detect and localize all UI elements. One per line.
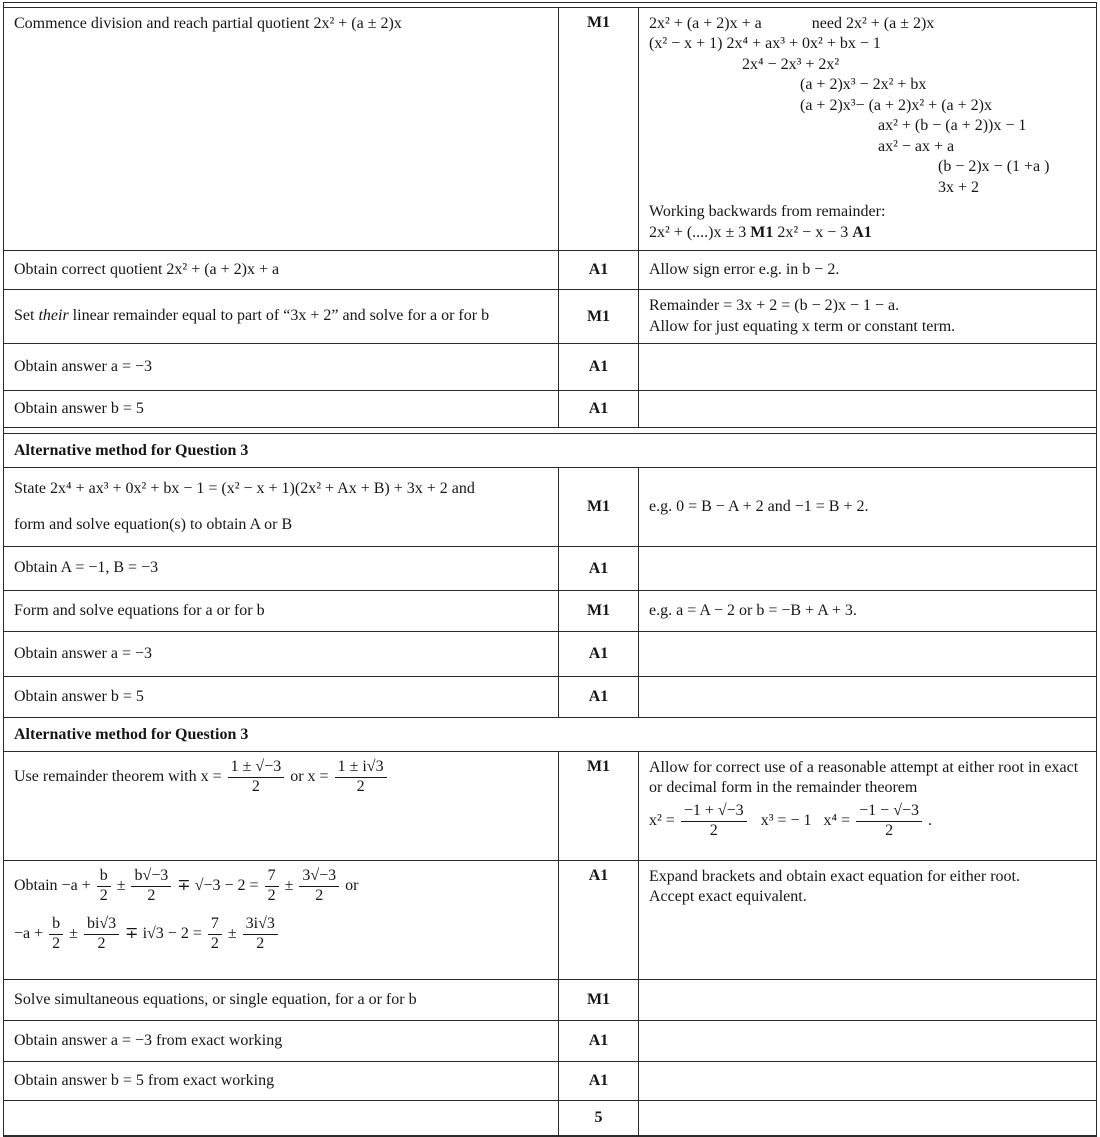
description-cell	[4, 251, 559, 289]
comment-cell	[639, 391, 1096, 427]
table-row	[4, 344, 1096, 391]
text-segment: x³ = − 1 x⁴ =	[748, 811, 855, 829]
text-segment: Accept exact equivalent.	[649, 888, 807, 906]
description-cell	[4, 632, 559, 676]
description-cell	[4, 290, 559, 343]
fraction-numerator: bi√3	[84, 915, 119, 935]
fraction-denominator: 2	[97, 934, 106, 952]
table-row	[4, 591, 1096, 632]
text-segment: Use remainder theorem with x =	[14, 768, 226, 786]
text-segment: Obtain answer a = −3	[14, 357, 153, 375]
fraction	[265, 867, 279, 906]
text-line	[649, 157, 1086, 177]
text-line	[649, 75, 1086, 95]
text-line	[14, 357, 548, 377]
description-cell	[4, 547, 559, 590]
text-segment: form and solve equation(s) to obtain A or B	[14, 515, 293, 533]
text-line	[649, 14, 1086, 34]
text-segment: (x² − x + 1) 2x⁴ + ax³ + 0x² + bx − 1	[649, 35, 881, 53]
text-line	[649, 178, 1086, 198]
fraction	[299, 867, 339, 906]
text-segment: Allow for just equating x term or constant term.	[649, 317, 956, 335]
fraction-denominator: 2	[267, 886, 276, 904]
table-row	[4, 251, 1096, 290]
fraction-numerator: −1 − √−3	[856, 802, 922, 822]
section-title: Alternative method for Question 3	[14, 725, 249, 743]
text-segment: ±	[112, 877, 130, 895]
text-segment: their	[38, 307, 69, 325]
text-segment: Working backwards from remainder:	[649, 203, 886, 221]
mark-scheme-table	[3, 2, 1097, 1137]
text-line	[14, 644, 548, 664]
text-segment: ax² + (b − (a + 2))x − 1	[878, 117, 1027, 135]
fraction-denominator: 2	[885, 821, 894, 839]
table-row	[4, 861, 1096, 980]
text-segment: Obtain answer b = 5	[14, 687, 144, 705]
mark-cell: M1	[559, 980, 639, 1020]
text-segment: Obtain answer b = 5 from exact working	[14, 1071, 275, 1089]
mark-cell: M1	[559, 8, 639, 250]
table-row	[4, 468, 1096, 547]
text-segment: 2x² + (a + 2)x + a	[649, 15, 762, 32]
text-line	[649, 296, 1086, 316]
description-cell	[4, 677, 559, 717]
text-segment: 3x + 2	[938, 178, 980, 196]
mark-cell: A1	[559, 391, 639, 427]
table-row	[4, 547, 1096, 591]
table-row	[4, 290, 1096, 344]
fraction-numerator: 7	[265, 867, 279, 887]
mark-cell: A1	[559, 1062, 639, 1100]
text-segment: Remainder = 3x + 2 = (b − 2)x − 1 − a.	[649, 297, 900, 315]
text-line	[14, 14, 548, 34]
fraction	[243, 915, 278, 954]
fraction-denominator: 2	[147, 886, 156, 904]
text-line	[649, 223, 1086, 243]
section-header-row	[4, 433, 1096, 468]
description-cell	[4, 344, 559, 390]
table-row	[4, 391, 1096, 428]
table-row	[4, 7, 1096, 251]
description-cell	[4, 8, 559, 250]
fraction	[208, 915, 222, 954]
text-segment: ±	[280, 877, 298, 895]
mark-cell: M1	[559, 752, 639, 860]
text-segment: (a + 2)x³ − 2x² + bx	[800, 76, 927, 94]
fraction	[681, 802, 747, 841]
mark-cell: A1	[559, 677, 639, 717]
fraction	[84, 915, 119, 954]
text-line	[649, 758, 1086, 799]
text-segment: Commence division and reach partial quotient 2x² + (a ± 2)x	[14, 15, 402, 32]
text-line	[649, 867, 1086, 887]
mark-cell: A1	[559, 547, 639, 590]
text-line	[14, 306, 548, 326]
text-segment: −a +	[14, 924, 48, 942]
comment-cell	[639, 547, 1096, 590]
text-segment: e.g. 0 = B − A + 2 and −1 = B + 2.	[649, 497, 869, 515]
table-row	[4, 677, 1096, 718]
fraction-denominator: 2	[210, 934, 219, 952]
text-segment: e.g. a = A − 2 or b = −B + A + 3.	[649, 601, 857, 619]
comment-cell	[639, 677, 1096, 717]
text-line	[649, 202, 1086, 222]
description-cell	[4, 980, 559, 1020]
text-segment: ±	[223, 924, 241, 942]
text-segment: Allow sign error e.g. in b − 2.	[649, 260, 840, 278]
comment-cell	[639, 980, 1096, 1020]
text-line	[14, 558, 548, 578]
mark-cell: A1	[559, 632, 639, 676]
text-segment: ±	[65, 924, 82, 942]
text-segment: ∓ √−3 − 2 =	[173, 877, 263, 895]
text-line	[14, 758, 548, 797]
fraction	[856, 802, 922, 841]
comment-cell	[639, 251, 1096, 289]
fraction-numerator: 3i√3	[243, 915, 278, 935]
description-cell	[4, 1021, 559, 1061]
comment-cell	[639, 468, 1096, 546]
text-segment: Solve simultaneous equations, or single equation, for a or for b	[14, 990, 417, 1008]
text-segment: ∓ i√3 − 2 =	[121, 924, 206, 942]
text-segment: or	[341, 877, 359, 895]
text-line	[14, 915, 548, 954]
table-row	[4, 980, 1096, 1021]
comment-cell	[639, 1062, 1096, 1100]
text-line	[649, 497, 1086, 517]
mark-cell: A1	[559, 861, 639, 979]
fraction	[228, 758, 285, 797]
text-segment: M1	[750, 223, 774, 241]
text-line	[14, 479, 548, 499]
fraction-denominator: 2	[99, 886, 108, 904]
comment-cell	[639, 1101, 1096, 1135]
mark-cell: 5	[559, 1101, 639, 1135]
description-cell	[4, 861, 559, 979]
text-line	[649, 96, 1086, 116]
text-line	[649, 802, 1086, 841]
text-segment: 2x⁴ − 2x³ + 2x²	[742, 55, 840, 73]
mark-cell: A1	[559, 251, 639, 289]
mark-cell: M1	[559, 468, 639, 546]
text-line	[14, 1071, 548, 1091]
text-line	[649, 317, 1086, 337]
text-line	[649, 887, 1086, 907]
text-segment: 2x² − x − 3	[773, 223, 853, 241]
text-line	[649, 34, 1086, 54]
text-line	[649, 55, 1086, 75]
description-cell	[4, 468, 559, 546]
fraction-numerator: 7	[208, 915, 222, 935]
mark-cell: M1	[559, 290, 639, 343]
text-line	[649, 601, 1086, 621]
fraction-numerator: 3√−3	[299, 867, 339, 887]
text-segment: ax² − ax + a	[878, 137, 955, 155]
comment-cell	[639, 591, 1096, 631]
text-segment: or x =	[286, 768, 333, 786]
text-line	[14, 260, 548, 280]
comment-cell	[639, 344, 1096, 390]
text-line	[649, 116, 1086, 136]
text-line	[649, 137, 1086, 157]
table-row	[4, 752, 1096, 861]
section-header-row	[4, 718, 1096, 752]
fraction-numerator: b	[97, 867, 111, 887]
text-line	[14, 1031, 548, 1051]
description-cell	[4, 1101, 559, 1135]
fraction	[131, 867, 171, 906]
text-segment: need 2x² + (a ± 2)x	[811, 15, 935, 32]
text-segment: Obtain correct quotient 2x² + (a + 2)x + a	[14, 260, 280, 278]
table-row	[4, 1062, 1096, 1101]
fraction	[335, 758, 387, 797]
text-segment: (a + 2)x³− (a + 2)x² + (a + 2)x	[800, 96, 992, 114]
text-segment: Form and solve equations for a or for b	[14, 601, 265, 619]
fraction-numerator: 1 ± √−3	[228, 758, 285, 778]
fraction-denominator: 2	[256, 934, 265, 952]
comment-cell	[639, 752, 1096, 860]
fraction-denominator: 2	[251, 777, 260, 795]
text-segment: linear remainder equal to part of “3x + 2” and solve for a or for b	[68, 307, 490, 325]
text-segment: 2x² + (....)x ± 3	[649, 223, 751, 241]
comment-cell	[639, 8, 1096, 250]
fraction-denominator: 2	[356, 777, 365, 795]
text-line	[14, 601, 548, 621]
table-row	[4, 632, 1096, 677]
fraction-denominator: 2	[315, 886, 324, 904]
text-line	[14, 687, 548, 707]
text-segment: Obtain −a +	[14, 877, 95, 895]
description-cell	[4, 752, 559, 860]
fraction-numerator: 1 ± i√3	[335, 758, 387, 778]
description-cell	[4, 391, 559, 427]
fraction-numerator: b	[49, 915, 63, 935]
text-segment: Allow for correct use of a reasonable attempt at either root in exact or decimal form in the remainder theorem	[649, 759, 1083, 797]
text-segment: Set	[14, 307, 39, 325]
text-segment: Expand brackets and obtain exact equation for either root.	[649, 868, 1020, 885]
fraction-denominator: 2	[52, 934, 61, 952]
fraction	[49, 915, 63, 954]
section-title: Alternative method for Question 3	[14, 441, 249, 459]
text-line	[649, 260, 1086, 280]
text-line	[14, 867, 548, 906]
comment-cell	[639, 632, 1096, 676]
text-segment: (b − 2)x − (1 +a )	[938, 158, 1050, 176]
text-segment: x² =	[649, 811, 679, 829]
comment-cell	[639, 1021, 1096, 1061]
text-segment: A1	[852, 223, 872, 241]
description-cell	[4, 1062, 559, 1100]
text-line	[14, 990, 548, 1010]
comment-cell	[639, 861, 1096, 979]
table-row	[4, 1101, 1096, 1136]
text-segment: Obtain answer b = 5	[14, 399, 144, 417]
text-line	[14, 515, 548, 535]
fraction	[97, 867, 111, 906]
text-segment: .	[924, 811, 932, 829]
mark-cell: A1	[559, 344, 639, 390]
text-segment: State 2x⁴ + ax³ + 0x² + bx − 1 = (x² − x + 1)(2x² + Ax + B) + 3x + 2 and	[14, 480, 475, 498]
text-segment: Obtain answer a = −3 from exact working	[14, 1031, 283, 1049]
table-row	[4, 1021, 1096, 1062]
fraction-denominator: 2	[709, 821, 718, 839]
fraction-numerator: −1 + √−3	[681, 802, 747, 822]
description-cell	[4, 591, 559, 631]
fraction-numerator: b√−3	[131, 867, 171, 887]
mark-cell: A1	[559, 1021, 639, 1061]
comment-cell	[639, 290, 1096, 343]
mark-cell: M1	[559, 591, 639, 631]
text-segment: Obtain A = −1, B = −3	[14, 559, 159, 577]
text-segment: Obtain answer a = −3	[14, 644, 153, 662]
text-line	[14, 399, 548, 419]
